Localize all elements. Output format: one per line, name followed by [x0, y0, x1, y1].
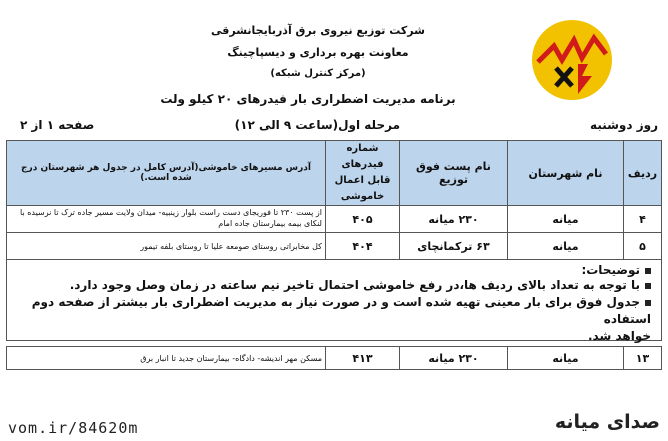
center-name: (مرکز کنترل شبکه): [270, 68, 366, 79]
cell-city: میانه: [508, 206, 624, 233]
cell-address: مسکن مهر اندیشه- دادگاه- بیمارستان جدید تا انبار برق: [7, 347, 326, 370]
cell-city: میانه: [508, 233, 624, 260]
watermark-url: vom.ir/84620m: [8, 419, 139, 437]
notes-box: [6, 259, 662, 341]
notes-line-2: جدول فوق برای بار معینی تهیه شده است و در صورت نیاز به مدیریت اضطراری بار بیشتر از صفحه دوم استفاده: [31, 295, 651, 326]
address-line-1: از پست ۲۳۰ تا فوریجای دست راست بلوار زینبیه- میدان ولایت مسیر جاده ترک تا نرسیده با: [20, 208, 322, 217]
company-name: شرکت توزیع نیروی برق آذربایجانشرقی: [211, 24, 425, 37]
cell-feeder: ۴۰۴: [326, 233, 400, 260]
deputy-name: معاونت بهره برداری و دیسپاچینگ: [227, 46, 409, 59]
table-row: [7, 233, 662, 260]
blackout-table: [6, 140, 662, 260]
report-day: روز دوشنبه: [590, 118, 658, 132]
program-title: برنامه مدیریت اضطراری بار فیدرهای ۲۰ کیلو ولت: [160, 92, 456, 106]
header-city: نام شهرستان: [508, 141, 624, 206]
cell-substation: ۲۳۰ میانه: [400, 206, 508, 233]
cell-feeder: ۴۰۵: [326, 206, 400, 233]
page-number: صفحه ۱ از ۲: [20, 118, 95, 132]
cell-address: [7, 233, 326, 260]
cell-city: میانه: [508, 347, 624, 370]
header-address: آدرس مسیرهای خاموشی(آدرس کامل در جدول هر شهرستان درج شده است.): [7, 141, 326, 206]
header-row-number: ردیف: [624, 141, 662, 206]
notes-line-3: خواهد شد.: [587, 329, 651, 343]
report-phase: مرحله اول(ساعت ۹ الی ۱۲): [234, 118, 400, 132]
cell-substation: ۲۳۰ میانه: [400, 347, 508, 370]
notes-line-1: با توجه به تعداد بالای ردیف ها،در رفع خاموشی احتمال تاخیر نیم ساعته در زمان وصل وجود دارد.: [17, 277, 651, 294]
cell-row-number: ۴: [624, 206, 662, 233]
cell-substation: ۶۳ ترکمانچای: [400, 233, 508, 260]
cell-row-number: ۱۳: [624, 347, 662, 370]
extra-row-table: [6, 346, 662, 370]
notes-title: توضیحات:: [17, 263, 651, 277]
address-line-1: کل مخابراتی روستای صومعه علیا تا روستای بلفه تیمور: [140, 242, 322, 251]
table-row: [7, 347, 662, 370]
header-feeder: شماره فیدرهای قابل اعمال خاموشی: [326, 141, 400, 206]
company-logo-icon: [532, 20, 612, 100]
header-substation: نام پست فوق توزیع: [400, 141, 508, 206]
table-row: [7, 206, 662, 233]
bullet-icon: [645, 283, 651, 289]
bullet-icon: [645, 300, 651, 306]
table-header-row: [7, 141, 662, 206]
address-line-2: لنکای بیمه بیمارستان جاده امام: [218, 219, 322, 228]
cell-row-number: ۵: [624, 233, 662, 260]
cell-address: [7, 206, 326, 233]
cell-feeder: ۴۱۳: [326, 347, 400, 370]
bullet-icon: [645, 268, 651, 274]
watermark-brand: صدای میانه: [554, 411, 660, 433]
